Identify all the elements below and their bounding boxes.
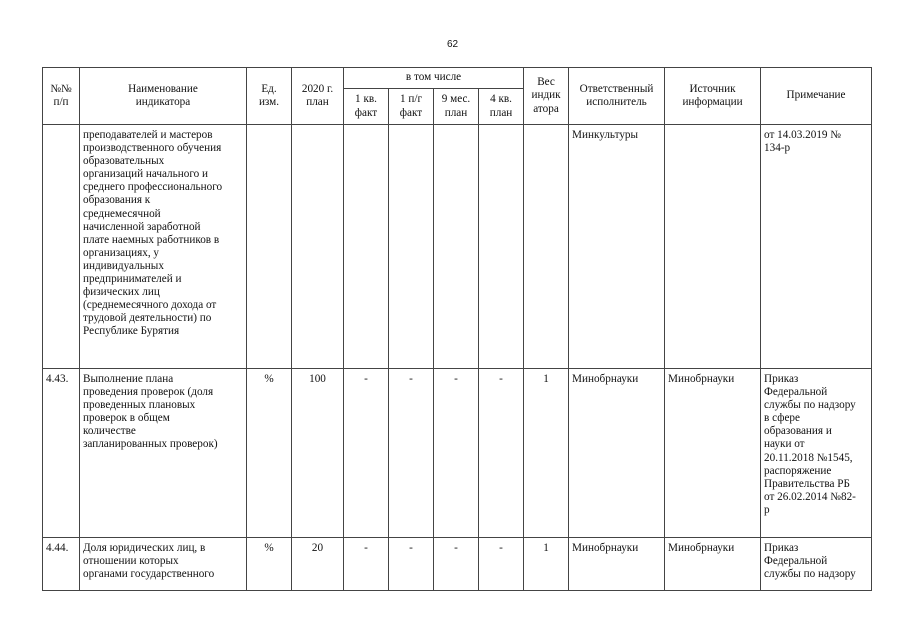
weight-cell <box>524 125 569 369</box>
q4-cell: - <box>479 369 524 538</box>
table-row <box>43 125 872 369</box>
header-9m-plan: 9 мес. план <box>434 89 479 125</box>
note-cell: от 14.03.2019 № 134-р <box>761 125 872 369</box>
m9-cell <box>434 125 479 369</box>
header-q4-plan: 4 кв. план <box>479 89 524 125</box>
q1-cell: - <box>344 538 389 591</box>
header-q1-fact: 1 кв. факт <box>344 89 389 125</box>
plan-cell: 100 <box>292 369 344 538</box>
plan-cell: 20 <box>292 538 344 591</box>
q4-cell <box>479 125 524 369</box>
plan-cell <box>292 125 344 369</box>
responsible-cell: Минкультуры <box>569 125 665 369</box>
header-name: Наименование индикатора <box>80 68 247 125</box>
source-cell: Минобрнауки <box>665 538 761 591</box>
unit-cell: % <box>247 538 292 591</box>
indicator-table <box>42 67 872 591</box>
note-cell: Приказ Федеральной службы по надзору <box>761 538 872 591</box>
page-number: 62 <box>446 39 459 50</box>
unit-cell <box>247 125 292 369</box>
q1-cell: - <box>344 369 389 538</box>
header-source: Источник информации <box>665 68 761 125</box>
row-num: 4.44. <box>43 538 80 591</box>
h1-cell: - <box>389 369 434 538</box>
header-plan-2020: 2020 г. план <box>292 68 344 125</box>
q4-cell: - <box>479 538 524 591</box>
header-unit: Ед. изм. <box>247 68 292 125</box>
weight-cell: 1 <box>524 538 569 591</box>
h1-cell: - <box>389 538 434 591</box>
header-note: Примечание <box>761 68 872 125</box>
source-cell: Минобрнауки <box>665 369 761 538</box>
table-row <box>43 538 872 591</box>
source-cell <box>665 125 761 369</box>
responsible-cell: Минобрнауки <box>569 369 665 538</box>
header-including: в том числе <box>344 68 524 89</box>
header-responsible: Ответственный исполнитель <box>569 68 665 125</box>
q1-cell <box>344 125 389 369</box>
row-num <box>43 125 80 369</box>
weight-cell: 1 <box>524 369 569 538</box>
indicator-name: преподавателей и мастеров производственного обучения образовательных организаций начального и среднего профессионального образования к среднемесячной начисленной заработной плате наемных работников в организациях, у индивидуальных предпринимателей и физических лиц (среднемесячного дохода от трудовой деятельности) по Республике Бурятия <box>80 125 247 369</box>
unit-cell: % <box>247 369 292 538</box>
indicator-name: Доля юридических лиц, в отношении которых органами государственного <box>80 538 247 591</box>
header-num: №№ п/п <box>43 68 80 125</box>
table-row <box>43 369 872 538</box>
responsible-cell: Минобрнауки <box>569 538 665 591</box>
m9-cell: - <box>434 538 479 591</box>
header-h1-fact: 1 п/г факт <box>389 89 434 125</box>
h1-cell <box>389 125 434 369</box>
m9-cell: - <box>434 369 479 538</box>
indicator-name: Выполнение плана проведения проверок (доля проведенных плановых проверок в общем количестве запланированных проверок) <box>80 369 247 538</box>
header-weight: Вес индик атора <box>524 68 569 125</box>
note-cell: Приказ Федеральной службы по надзору в сфере образования и науки от 20.11.2018 №1545, распоряжение Правительства РБ от 26.02.2014 №82- р <box>761 369 872 538</box>
row-num: 4.43. <box>43 369 80 538</box>
